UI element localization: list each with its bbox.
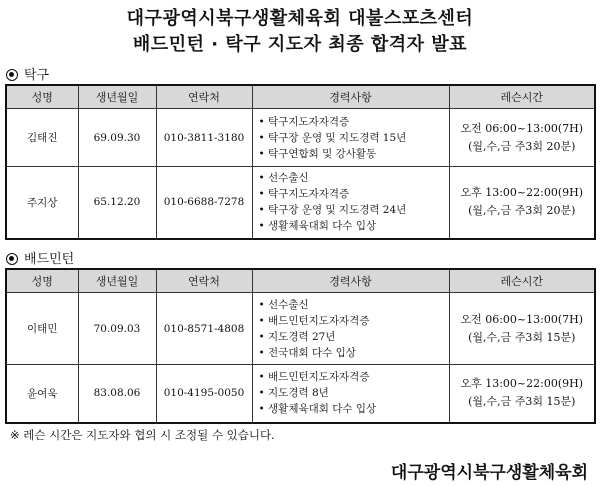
cell-name: 이태민 xyxy=(6,293,78,365)
cell-career xyxy=(252,293,449,365)
career-item: • 전국대회 다수 입상 xyxy=(259,345,449,361)
cell-phone: 010-6688-7278 xyxy=(156,167,252,239)
cell-name: 주지상 xyxy=(6,167,78,239)
cell-career xyxy=(252,365,449,423)
header-career: 경력사항 xyxy=(252,85,449,109)
career-item: • 탁구지도자자격증 xyxy=(259,186,449,202)
organization-signature: 대구광역시북구생활체육회 xyxy=(390,463,588,483)
cell-birth: 65.12.20 xyxy=(78,167,156,239)
table-row xyxy=(6,365,595,423)
cell-birth: 70.09.03 xyxy=(78,293,156,365)
career-item: • 지도경력 27년 xyxy=(259,329,449,345)
header-phone: 연락처 xyxy=(156,85,252,109)
section-label: 배드민턴 xyxy=(24,252,75,267)
cell-birth: 83.08.06 xyxy=(78,365,156,423)
career-item: • 지도경력 8년 xyxy=(259,385,449,401)
circle-bullet-icon xyxy=(6,69,18,81)
header-name: 성명 xyxy=(6,269,78,293)
header-birth: 생년월일 xyxy=(78,269,156,293)
career-item: • 탁구연합회 및 강사활동 xyxy=(259,146,449,162)
lesson-time: 오전 06:00~13:00(7H) xyxy=(460,121,584,135)
career-item: • 탁구장 운영 및 지도경력 15년 xyxy=(259,130,449,146)
career-item: • 생활체육대회 다수 입상 xyxy=(259,218,449,234)
table-row xyxy=(6,109,595,167)
lesson-time: 오후 13:00~22:00(9H) xyxy=(460,186,584,200)
cell-lesson xyxy=(449,293,595,365)
lesson-schedule: (월,수,금 주3회 20분) xyxy=(468,204,576,218)
table-table-tennis xyxy=(5,84,596,240)
header-name: 성명 xyxy=(6,85,78,109)
table-badminton xyxy=(5,268,596,424)
table-row xyxy=(6,293,595,365)
cell-phone: 010-3811-3180 xyxy=(156,109,252,167)
career-item: • 선수출신 xyxy=(259,170,449,186)
cell-name: 김태진 xyxy=(6,109,78,167)
header-lesson: 레슨시간 xyxy=(449,85,595,109)
cell-phone: 010-4195-0050 xyxy=(156,365,252,423)
table-row xyxy=(6,167,595,239)
cell-phone: 010-8571-4808 xyxy=(156,293,252,365)
title-line-2: 배드민턴 · 탁구 지도자 최종 합격자 발표 xyxy=(132,34,468,55)
lesson-time: 오후 13:00~22:00(9H) xyxy=(460,377,584,391)
header-row xyxy=(6,269,595,293)
header-lesson: 레슨시간 xyxy=(449,269,595,293)
career-item: • 생활체육대회 다수 입상 xyxy=(259,401,449,417)
section-heading-badminton xyxy=(6,248,74,267)
lesson-schedule: (월,수,금 주3회 20분) xyxy=(468,139,576,153)
lesson-time: 오전 06:00~13:00(7H) xyxy=(460,312,584,326)
header-phone: 연락처 xyxy=(156,269,252,293)
career-item: • 탁구장 운영 및 지도경력 24년 xyxy=(259,202,449,218)
cell-birth: 69.09.30 xyxy=(78,109,156,167)
lesson-schedule: (월,수,금 주3회 15분) xyxy=(468,395,576,409)
cell-lesson xyxy=(449,109,595,167)
section-heading-table-tennis xyxy=(6,64,49,83)
lesson-time-note: ※ 레슨 시간은 지도자와 협의 시 조정될 수 있습니다. xyxy=(10,428,275,442)
career-item: • 배드민턴지도자자격증 xyxy=(259,313,449,329)
cell-lesson xyxy=(449,167,595,239)
cell-name: 윤여욱 xyxy=(6,365,78,423)
cell-lesson xyxy=(449,365,595,423)
lesson-schedule: (월,수,금 주3회 15분) xyxy=(468,330,576,344)
header-birth: 생년월일 xyxy=(78,85,156,109)
career-item: • 선수출신 xyxy=(259,297,449,313)
cell-career xyxy=(252,109,449,167)
career-item: • 배드민턴지도자자격증 xyxy=(259,369,449,385)
header-row xyxy=(6,85,595,109)
section-label: 탁구 xyxy=(24,68,50,83)
career-item: • 탁구지도자자격증 xyxy=(259,114,449,130)
header-career: 경력사항 xyxy=(252,269,449,293)
title-line-1: 대구광역시북구생활체육회 대불스포츠센터 xyxy=(126,8,474,29)
cell-career xyxy=(252,167,449,239)
circle-bullet-icon xyxy=(6,253,18,265)
